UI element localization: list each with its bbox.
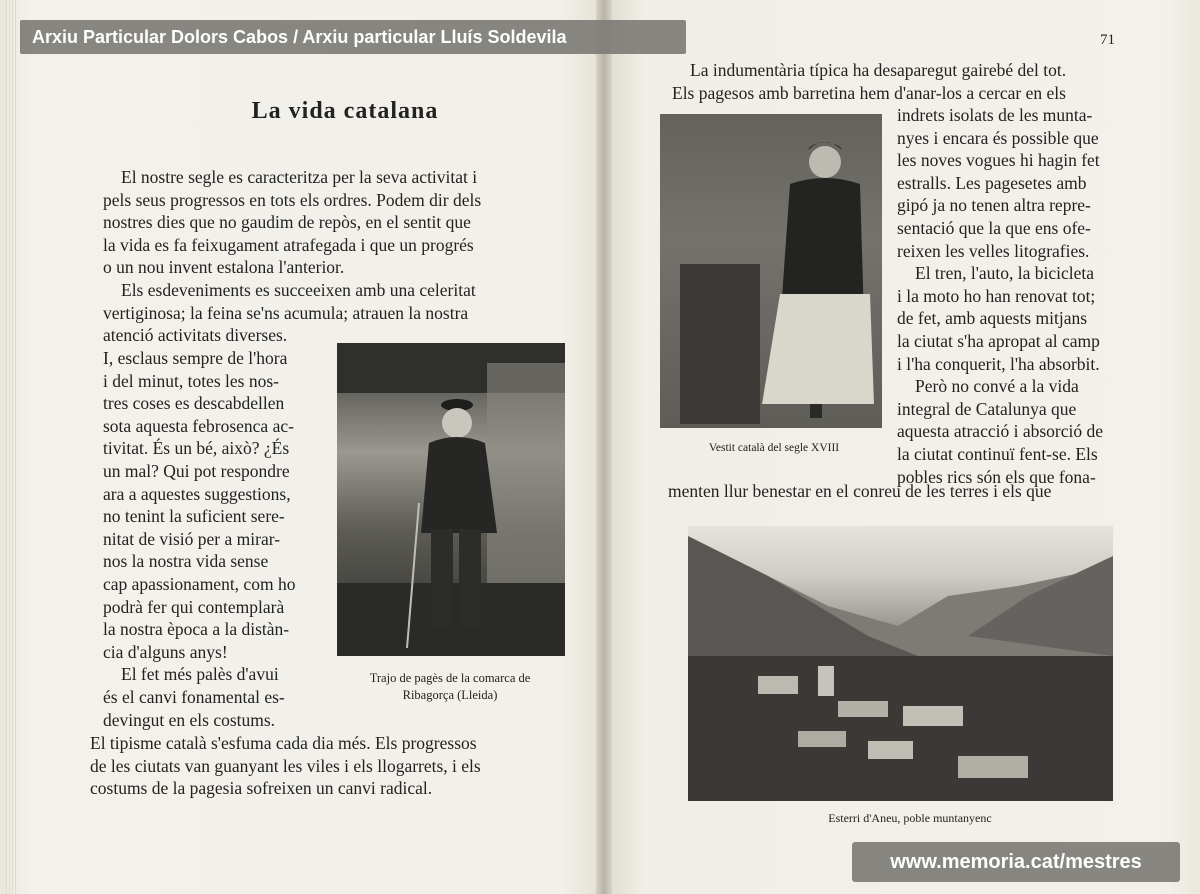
text-line: sentació que la que ens ofe- <box>897 217 1091 238</box>
text-line: atenció activitats diverses. <box>103 325 288 346</box>
text-line: cia d'alguns anys! <box>103 641 228 662</box>
page-edge <box>6 0 16 894</box>
text-line: un mal? Qui pot respondre <box>103 460 290 481</box>
text-line: pels seus progressos en tots els ordres. Podem dir dels <box>103 189 482 210</box>
text-line: tivitat. És un bé, això? ¿És <box>103 438 290 459</box>
text-line: la ciutat continuï fent-se. Els <box>897 443 1098 464</box>
text-line: aquesta atracció i absorció de <box>897 421 1104 442</box>
text-line: El nostre segle es caracteritza per la seva activitat i <box>121 167 478 187</box>
photo-peasant-man <box>337 343 565 656</box>
text-line: menten llur benestar en el conreu de les terres i els que <box>668 481 1052 501</box>
peasant-figure-illustration <box>337 343 565 656</box>
text-line: tres coses es descabdellen <box>103 393 285 414</box>
text-line: o un nou invent estalona l'anterior. <box>103 257 345 278</box>
left-top-paragraphs <box>103 166 578 347</box>
text-line: nitat de visió per a mirar- <box>103 528 281 549</box>
text-line: I, esclaus sempre de l'hora <box>103 348 288 368</box>
page-number: 71 <box>1100 32 1115 48</box>
text-line: de les ciutats van guanyant les viles i els llogarrets, i els <box>90 755 481 776</box>
text-line: El tren, l'auto, la bicicleta <box>915 263 1095 284</box>
text-line: i del minut, totes les nos- <box>103 370 279 391</box>
right-top-paragraphs <box>672 59 1146 104</box>
text-line: cap apassionament, com ho <box>103 573 296 594</box>
text-line: ara a aquestes suggestions, <box>103 483 291 504</box>
text-line: El fet més palès d'avui <box>121 664 279 685</box>
text-line: indrets isolats de les munta- <box>897 105 1093 125</box>
text-line: reixen les velles litografies. <box>897 240 1090 261</box>
text-line: Els esdeveniments es succeeixen amb una celeritat <box>121 279 476 300</box>
text-line: vertiginosa; la feina se'ns acumula; atrauen la nostra <box>103 302 469 323</box>
text-line: sota aquesta febrosenca ac- <box>103 415 294 436</box>
text-line: gipó ja no tenen altra repre- <box>897 195 1091 216</box>
text-line: devingut en els costums. <box>103 709 276 730</box>
photo-caption-village: Esterri d'Aneu, poble muntanyenc <box>828 811 992 825</box>
text-line: és el canvi fonamental es- <box>103 686 285 707</box>
caption-line: Ribagorça (Lleida) <box>402 688 498 702</box>
archive-watermark-banner: Arxiu Particular Dolors Cabos / Arxiu particular Lluís Soldevila <box>20 20 686 54</box>
text-line: pobles rics són els que fona- <box>897 466 1096 487</box>
caption-line: Trajo de pagès de la comarca de <box>369 671 531 685</box>
text-line: no tenint la suficient sere- <box>103 506 285 527</box>
text-line: integral de Catalunya que <box>897 398 1077 419</box>
text-line: la ciutat s'ha apropat al camp <box>897 330 1100 351</box>
left-side-paragraphs <box>103 347 325 731</box>
photo-caption-peasant <box>340 670 560 704</box>
right-side-paragraphs <box>897 104 1143 488</box>
text-line: podrà fer qui contemplarà <box>103 596 285 617</box>
text-line: de fet, amb aquests mitjans <box>897 308 1088 329</box>
text-line: nostres dies que no gaudim de repòs, en el sentit que <box>103 212 471 233</box>
text-line: Però no convé a la vida <box>915 376 1079 397</box>
text-line: i la moto ho han renovat tot; <box>897 285 1096 306</box>
text-line: nos la nostra vida sense <box>103 551 269 572</box>
text-line: la nostra època a la distàn- <box>103 619 290 640</box>
photo-esterri-daneu <box>688 526 1113 801</box>
photo-caption-dress: Vestit català del segle XVIII <box>708 442 840 454</box>
site-watermark-badge: www.memoria.cat/mestres <box>852 842 1180 882</box>
village-landscape-illustration <box>688 526 1113 801</box>
text-line: La indumentària típica ha desaparegut gairebé del tot. <box>690 60 1067 80</box>
right-bottom-paragraphs <box>668 480 1142 503</box>
book-gutter <box>596 0 612 894</box>
woman-figure-illustration <box>660 114 882 428</box>
text-line: les noves vogues hi hagin fet <box>897 150 1100 171</box>
text-line: costums de la pagesia sofreixen un canvi radical. <box>90 778 433 799</box>
text-line: Els pagesos amb barretina hem d'anar-los a cercar en els <box>672 82 1066 103</box>
text-line: estralls. Les pagesetes amb <box>897 172 1087 193</box>
page-title: La vida catalana <box>251 98 439 124</box>
photo-catalan-dress <box>660 114 882 428</box>
text-line: nyes i encara és possible que <box>897 127 1099 148</box>
text-line: El tipisme català s'esfuma cada dia més. Els progressos <box>90 733 477 753</box>
text-line: la vida es fa feixugament atrafegada i que un progrés <box>103 234 474 255</box>
text-line: i l'ha conquerit, l'ha absorbit. <box>897 353 1100 374</box>
left-bottom-paragraphs <box>90 732 565 800</box>
